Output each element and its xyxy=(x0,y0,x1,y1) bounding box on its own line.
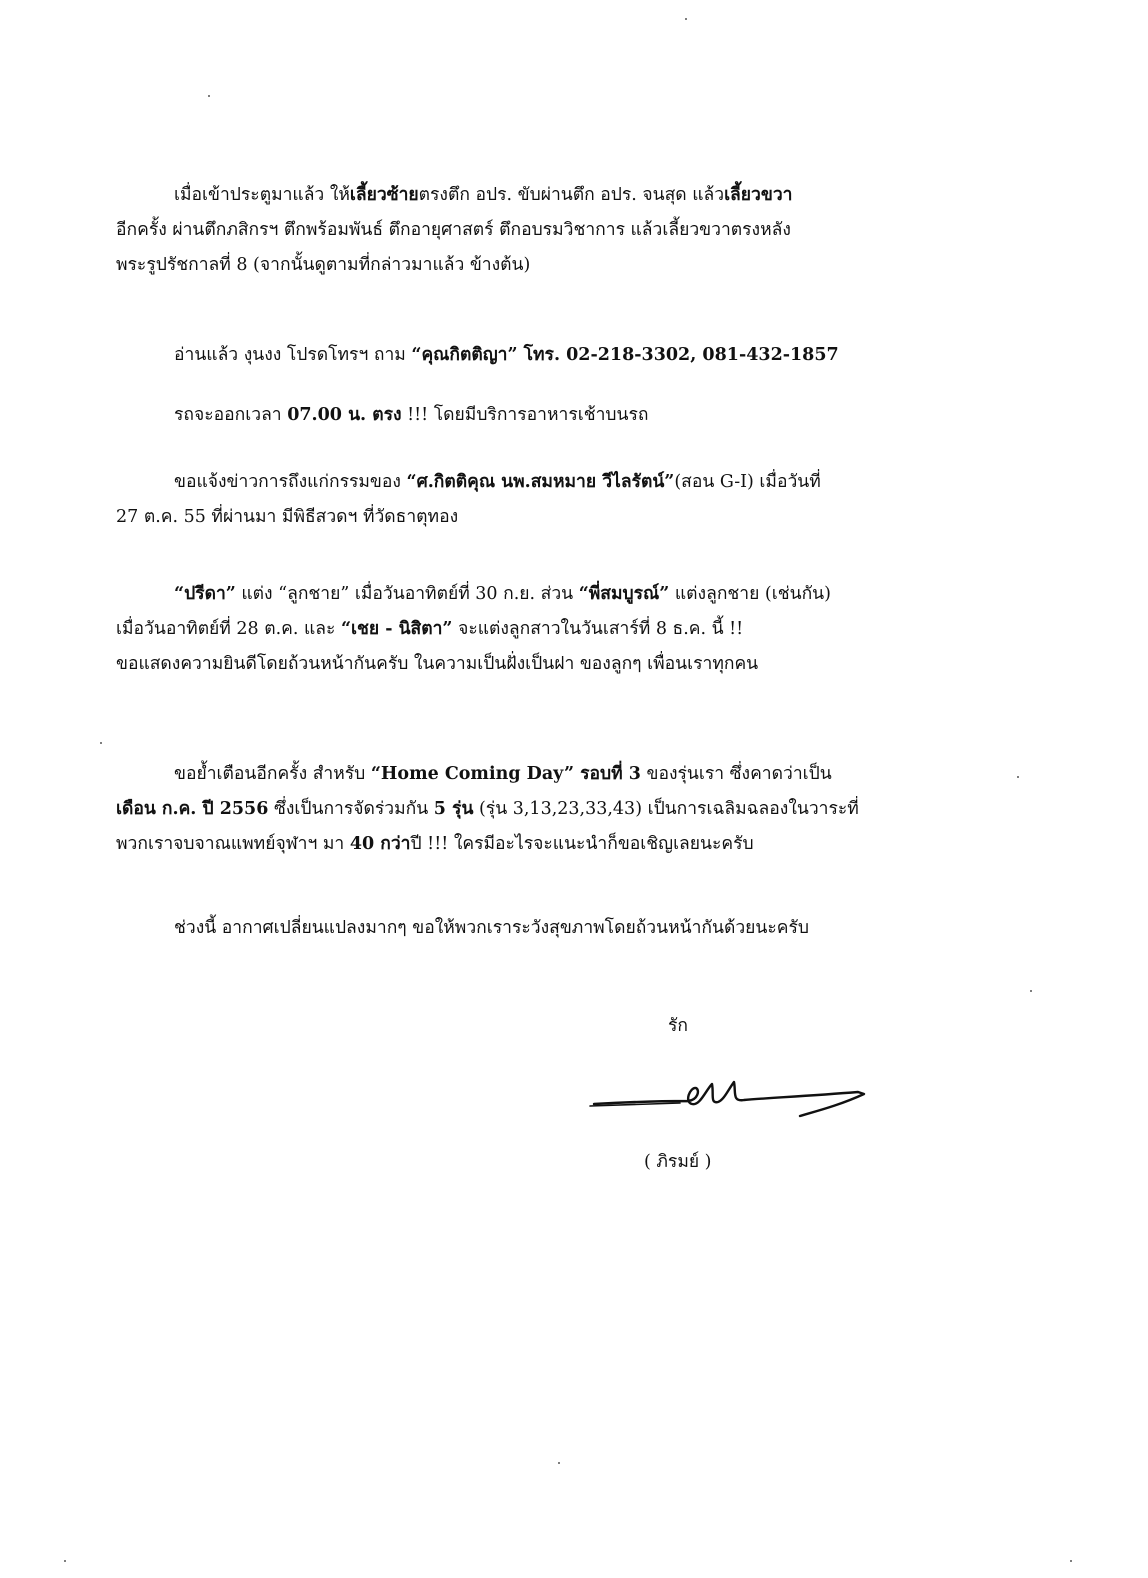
text-line xyxy=(116,911,976,946)
text-line xyxy=(116,612,976,647)
scan-speck xyxy=(685,18,687,20)
bold-text-run: เลี้ยวขวา xyxy=(724,185,793,205)
text-run: อีกครั้ง ผ่านตึกภสิกรฯ ตึกพร้อมพันธ์ ตึกอายุศาสตร์ ตึกอบรมวิชาการ แล้วเลี้ยวขวาตรงหลัง xyxy=(116,220,791,240)
bold-text-run: 40 กว่า xyxy=(349,834,411,854)
text-run: ช่วงนี้ อากาศเปลี่ยนแปลงมากๆ ขอให้พวกเราระวังสุขภาพโดยถ้วนหน้ากันด้วยนะครับ xyxy=(174,918,809,938)
closing-word: รัก xyxy=(668,1016,688,1036)
paragraph-home-coming-day xyxy=(116,757,976,862)
scan-speck xyxy=(1070,1560,1072,1562)
text-run: ตรงตึก อปร. ขับผ่านตึก อปร. จนสุด แล้ว xyxy=(418,185,725,205)
text-line xyxy=(116,827,976,862)
text-run: อ่านแล้ว งุนงง โปรดโทรฯ ถาม xyxy=(174,345,412,365)
bold-text-run: “คุณกิตติญา” โทร. 02-218-3302, 081-432-1857 xyxy=(411,345,839,365)
text-run: !!! โดยมีบริการอาหารเช้าบนรถ xyxy=(401,405,649,425)
text-line xyxy=(116,647,976,682)
scan-speck xyxy=(64,1560,66,1562)
bold-text-run: “ศ.กิตติคุณ นพ.สมหมาย วีไลรัตน์” xyxy=(406,472,675,492)
text-line xyxy=(116,398,976,433)
scan-speck xyxy=(100,742,102,744)
paragraph-directions xyxy=(116,178,976,283)
bold-text-run: “พี่สมบูรณ์” xyxy=(578,584,670,604)
text-line xyxy=(116,500,976,535)
text-run: รถจะออกเวลา xyxy=(174,405,288,425)
text-run: พระรูปรัชกาลที่ 8 (จากนั้นดูตามที่กล่าวมาแล้ว ข้างต้น) xyxy=(116,255,531,275)
bold-text-run: 5 รุ่น xyxy=(433,799,474,819)
text-run: ขอแสดงความยินดีโดยถ้วนหน้ากันครับ ในความเป็นฝั่งเป็นฝา ของลูกๆ เพื่อนเราทุกคน xyxy=(116,654,759,674)
text-line xyxy=(116,213,976,248)
scan-speck xyxy=(208,95,210,97)
scan-speck xyxy=(558,1462,560,1464)
text-run: เมื่อเข้าประตูมาแล้ว ให้ xyxy=(174,185,350,205)
text-run: จะแต่งลูกสาวในวันเสาร์ที่ 8 ธ.ค. นี้ !! xyxy=(452,619,744,639)
bold-text-run: “ปรีดา” xyxy=(174,584,236,604)
text-line xyxy=(116,248,976,283)
scan-speck xyxy=(1017,776,1019,778)
text-run: 27 ต.ค. 55 ที่ผ่านมา มีพิธีสวดฯ ที่วัดธาตุทอง xyxy=(116,507,459,527)
text-run: ซึ่งเป็นการจัดร่วมกัน xyxy=(268,799,434,819)
paragraph-obituary xyxy=(116,465,976,535)
text-run: แต่ง “ลูกชาย” เมื่อวันอาทิตย์ที่ 30 ก.ย. ส่วน xyxy=(235,584,579,604)
text-run: เมื่อวันอาทิตย์ที่ 28 ต.ค. และ xyxy=(116,619,341,639)
bold-text-run: เลี้ยวซ้าย xyxy=(349,185,419,205)
text-run: แต่งลูกชาย (เช่นกัน) xyxy=(669,584,831,604)
text-run: ขอย้ำเตือนอีกครั้ง สำหรับ xyxy=(174,764,371,784)
text-line xyxy=(116,792,976,827)
text-line xyxy=(116,465,976,500)
bold-text-run: เดือน ก.ค. ปี 2556 xyxy=(116,799,269,819)
paragraph-health-reminder xyxy=(116,911,976,946)
scan-speck xyxy=(1030,990,1032,992)
text-run: ขอแจ้งข่าวการถึงแก่กรรมของ xyxy=(174,472,407,492)
bold-text-run: “Home Coming Day” รอบที่ 3 xyxy=(370,764,641,784)
handwritten-signature xyxy=(588,1060,878,1130)
text-run: พวกเราจบจาณแพทย์จุฬาฯ มา xyxy=(116,834,350,854)
text-run: ปี !!! ใครมีอะไรจะแนะนำก็ขอเชิญเลยนะครับ xyxy=(410,834,754,854)
paragraph-weddings xyxy=(116,577,976,682)
text-line xyxy=(116,577,976,612)
text-run: ของรุ่นเรา ซึ่งคาดว่าเป็น xyxy=(640,764,832,784)
text-run: (สอน G-I) เมื่อวันที่ xyxy=(674,472,821,492)
text-line xyxy=(116,757,976,792)
text-line xyxy=(116,338,976,373)
text-run: (รุ่น 3,13,23,33,43) เป็นการเฉลิมฉลองในวาระที่ xyxy=(473,799,859,819)
bold-text-run: “เชย - นิสิตา” xyxy=(340,619,453,639)
text-line xyxy=(116,178,976,213)
paragraph-contact xyxy=(116,338,976,373)
signer-name: ( ภิรมย์ ) xyxy=(644,1152,712,1172)
paragraph-departure-time xyxy=(116,398,976,433)
bold-text-run: 07.00 น. ตรง xyxy=(287,405,402,425)
